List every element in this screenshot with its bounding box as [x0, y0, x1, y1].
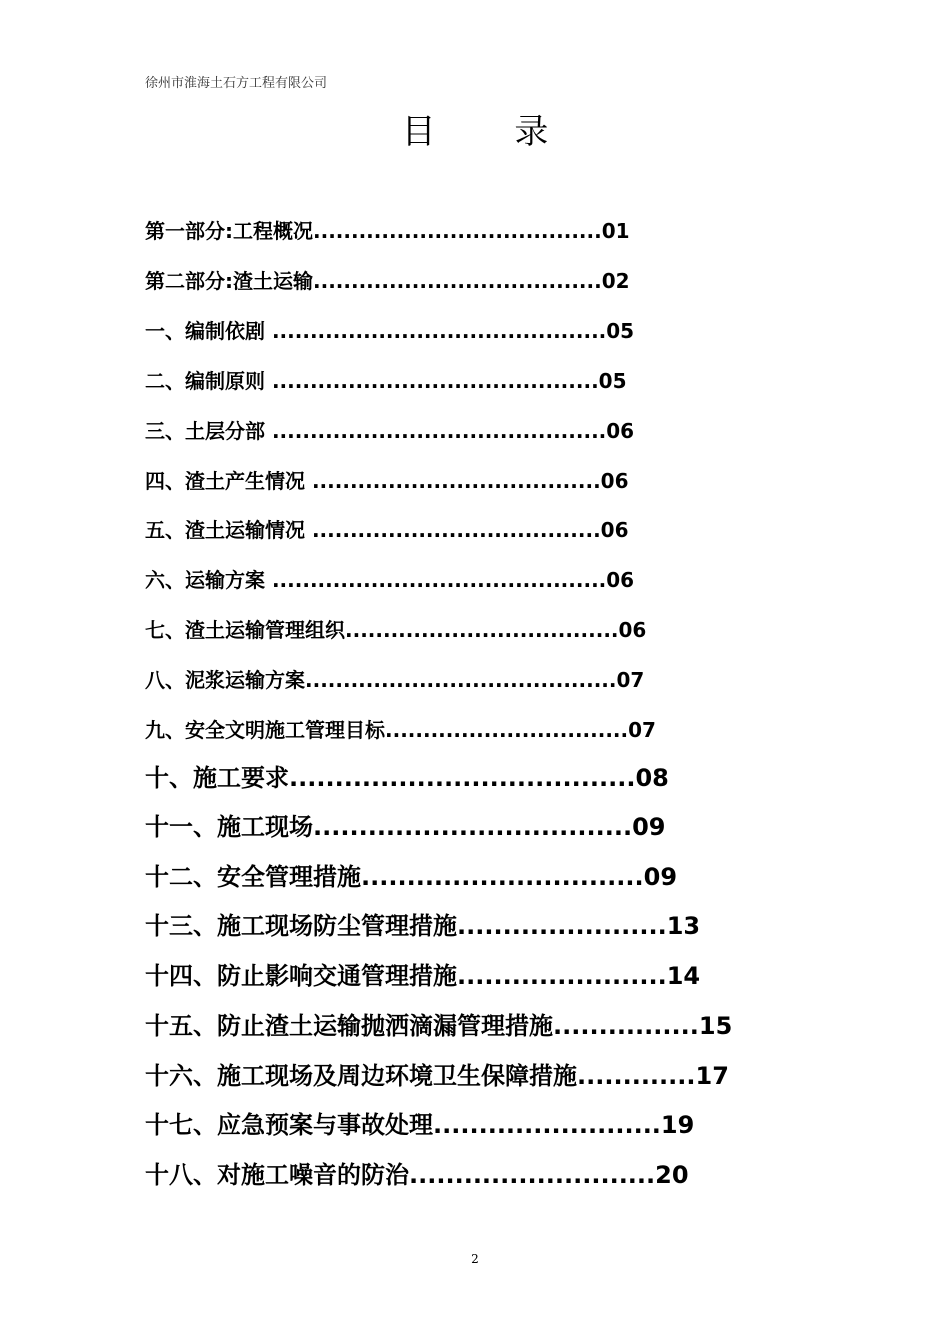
- toc-entry-8[interactable]: 八、泥浆运输方案.........................................07: [145, 668, 645, 692]
- toc-entry-10[interactable]: 十、施工要求......................................08: [145, 764, 669, 792]
- toc-entry-2[interactable]: 二、编制原则 ...........................................05: [145, 369, 627, 393]
- toc-entry-18[interactable]: 十八、对施工噪音的防治...........................20: [145, 1161, 689, 1189]
- toc-entry-5[interactable]: 五、渣土运输情况 ......................................06: [145, 518, 629, 542]
- toc-entry-9[interactable]: 九、安全文明施工管理目标................................07: [145, 718, 656, 742]
- page-number: 2: [471, 1252, 479, 1266]
- toc-entry-7[interactable]: 七、渣土运输管理组织....................................06: [145, 618, 647, 642]
- header-company-name: 徐州市淮海土石方工程有限公司: [145, 76, 328, 91]
- toc-entry-part-2[interactable]: 第二部分:渣土运输......................................02: [145, 269, 630, 293]
- toc-entry-12[interactable]: 十二、安全管理措施...............................09: [145, 863, 678, 891]
- toc-entry-part-1[interactable]: 第一部分:工程概况......................................01: [145, 219, 630, 243]
- toc-entry-13[interactable]: 十三、施工现场防尘管理措施.......................13: [145, 912, 701, 940]
- toc-entry-14[interactable]: 十四、防止影响交通管理措施.......................14: [145, 962, 701, 990]
- toc-entry-17[interactable]: 十七、应急预案与事故处理.........................19: [145, 1111, 695, 1139]
- toc-entry-11[interactable]: 十一、施工现场...................................09: [145, 813, 666, 841]
- toc-entry-1[interactable]: 一、编制依剧 ............................................05: [145, 319, 635, 343]
- toc-entry-6[interactable]: 六、运输方案 ............................................06: [145, 568, 635, 592]
- page-title: 目 录: [401, 112, 583, 152]
- toc-entry-3[interactable]: 三、土层分部 ............................................06: [145, 419, 635, 443]
- toc-entry-15[interactable]: 十五、防止渣土运输抛洒滴漏管理措施................15: [145, 1012, 733, 1040]
- toc-entry-4[interactable]: 四、渣土产生情况 ......................................06: [145, 469, 629, 493]
- toc-entry-16[interactable]: 十六、施工现场及周边环境卫生保障措施.............17: [145, 1062, 729, 1090]
